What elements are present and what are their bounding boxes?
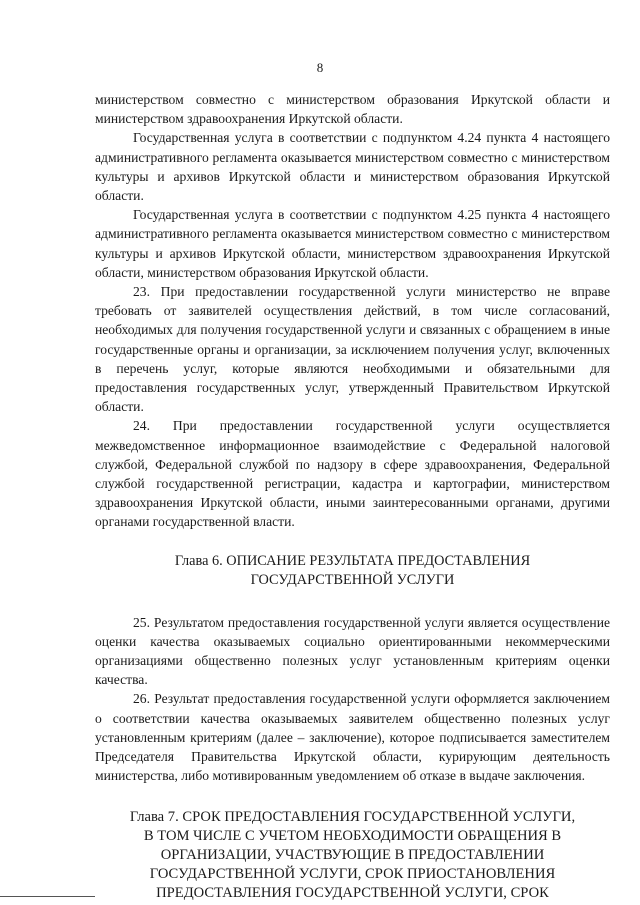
chapter-7-heading: [95, 808, 610, 904]
document-body: [95, 90, 610, 904]
paragraph-25: 25. Результатом предоставления государственной услуги является осуществление оценки качества оказываемых социально ориентированными некоммерческими организациями общественно полезных услуг установленным критериям оценки качества.: [95, 614, 610, 688]
chapter-7-heading-line: В ТОМ ЧИСЛЕ С УЧЕТОМ НЕОБХОДИМОСТИ ОБРАЩЕНИЯ В: [143, 827, 562, 844]
chapter-7-heading-line: ОРГАНИЗАЦИИ, УЧАСТВУЮЩИЕ В ПРЕДОСТАВЛЕНИИ: [160, 846, 545, 863]
chapter-7-heading-line: ГОСУДАРСТВЕННОЙ УСЛУГИ, СРОК ПРИОСТАНОВЛЕНИЯ: [149, 866, 556, 883]
paragraph-subclause-4-25: Государственная услуга в соответствии с подпунктом 4.25 пункта 4 настоящего административного регламента оказывается министерством совместно с министерством культуры и архивов Иркутской области, министерством здравоохранения Иркутской области, министерством образования Иркутской области.: [95, 207, 610, 280]
chapter-6-heading: [95, 552, 610, 591]
footer-divider: [0, 896, 95, 897]
paragraph-26: 26. Результат предоставления государственной услуги оформляется заключением о соответствии качества оказываемых заявителем общественно полезных услуг установленным критериям (далее – заключение), которое подписывается заместителем Председателя Правительства Иркутской области, курирующим деятельность министерства, либо мотивированным уведомлением об отказе в выдаче заключения.: [95, 691, 610, 784]
paragraph-24: 24. При предоставлении государственной услуги осуществляется межведомственное информационное взаимодействие с Федеральной налоговой службой, Федеральной службой по надзору в сфере здравоохранения, Федеральной службой государственной регистрации, кадастра и картографии, министерством здравоохранения Иркутской области, иными заинтересованными органами, другими органами государственной власти.: [95, 418, 610, 530]
chapter-6-heading-line: Глава 6. ОПИСАНИЕ РЕЗУЛЬТАТА ПРЕДОСТАВЛЕНИЯ: [174, 552, 531, 569]
chapter-6-heading-line: ГОСУДАРСТВЕННОЙ УСЛУГИ: [250, 572, 455, 589]
paragraph-continuation: министерством совместно с министерством образования Иркутской области и министерством здравоохранения Иркутской области.: [95, 92, 610, 127]
paragraph-23: 23. При предоставлении государственной услуги министерство не вправе требовать от заявителей осуществления действий, в том числе согласований, необходимых для получения государственной услуги и связанных с обращением в иные государственные органы и организации, за исключением получения услуг, включенных в перечень услуг, которые являются необходимыми и обязательными для предоставления государственных услуг, утвержденный Правительством Иркутской области.: [95, 284, 610, 415]
page-number: 8: [316, 60, 324, 75]
chapter-7-heading-line: ПРЕДОСТАВЛЕНИЯ ГОСУДАРСТВЕННОЙ УСЛУГИ, СРОК: [156, 885, 549, 902]
paragraph-subclause-4-24: Государственная услуга в соответствии с подпунктом 4.24 пункта 4 настоящего административного регламента оказывается министерством совместно с министерством культуры и архивов Иркутской области и министерством образования Иркутской области.: [95, 130, 610, 204]
chapter-7-heading-line: Глава 7. СРОК ПРЕДОСТАВЛЕНИЯ ГОСУДАРСТВЕННОЙ УСЛУГИ,: [129, 808, 576, 825]
